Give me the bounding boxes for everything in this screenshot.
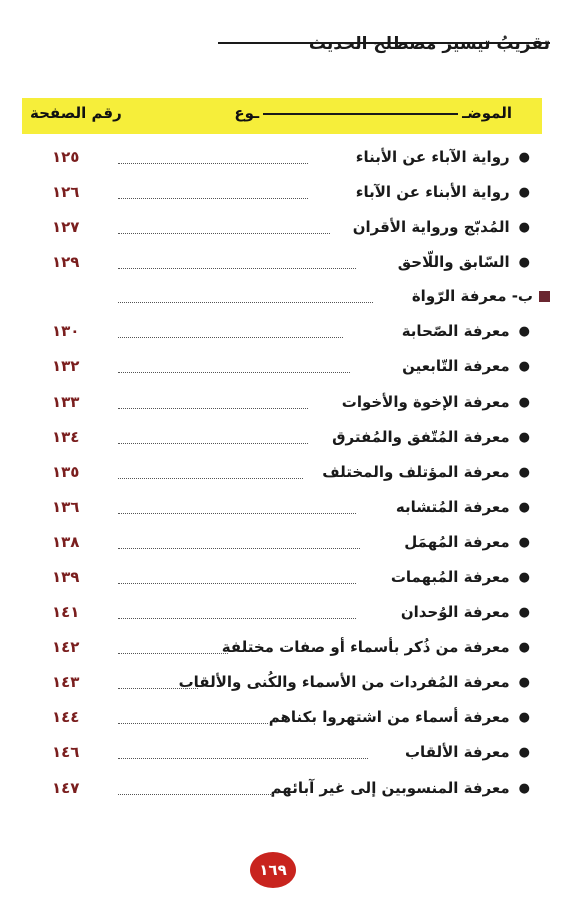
page-number: ١٤١ — [52, 603, 80, 621]
dot-leader — [118, 513, 356, 514]
toc-entry — [40, 533, 550, 559]
dot-leader — [118, 233, 330, 234]
bullet-icon: ● — [518, 604, 530, 620]
folio-page-number: ١٦٩ — [250, 852, 296, 888]
toc-entry — [40, 779, 550, 805]
toc-entry — [40, 743, 550, 769]
toc-entry — [40, 253, 550, 279]
dot-leader — [118, 758, 368, 759]
dot-leader — [118, 583, 356, 584]
entry-title: معرفة المُتشابه — [395, 498, 510, 516]
toc-entry — [40, 498, 550, 524]
dot-leader — [118, 337, 343, 338]
bullet-icon: ● — [518, 254, 530, 270]
topic-column-header — [234, 104, 512, 122]
toc-entry — [40, 393, 550, 419]
page-number: ١٣٩ — [52, 568, 80, 586]
page-number: ١٢٦ — [52, 183, 80, 201]
section-square-icon — [539, 291, 550, 302]
entry-title: معرفة المُفردات من الأسماء والكُنى والألقاب — [178, 673, 510, 691]
topic-header-end: ـوع — [234, 104, 260, 122]
entry-title: رواية الآباء عن الأبناء — [355, 148, 510, 166]
entry-title: معرفة المُبهمات — [390, 568, 510, 586]
dot-leader — [118, 688, 198, 689]
entry-title: رواية الأبناء عن الآباء — [355, 183, 510, 201]
bullet-icon: ● — [518, 744, 530, 760]
page-number: ١٣٨ — [52, 533, 80, 551]
dot-leader — [118, 408, 308, 409]
entry-title: معرفة الألقاب — [404, 743, 510, 761]
dot-leader — [118, 723, 268, 724]
dot-leader — [118, 478, 303, 479]
toc-entry — [40, 603, 550, 629]
bullet-icon: ● — [518, 429, 530, 445]
dot-leader — [118, 372, 350, 373]
toc-entry — [40, 428, 550, 454]
page-number: ١٣٥ — [52, 463, 80, 481]
bullet-icon: ● — [518, 394, 530, 410]
dot-leader — [118, 443, 308, 444]
dot-leader — [118, 198, 308, 199]
page-number: ١٢٥ — [52, 148, 80, 166]
dot-leader — [118, 163, 308, 164]
page-number: ١٤٢ — [52, 638, 80, 656]
entry-title: معرفة المؤتلف والمختلف — [322, 463, 510, 481]
bullet-icon: ● — [518, 780, 530, 796]
dot-leader — [118, 794, 273, 795]
topic-header-dash — [263, 113, 458, 115]
toc-entry — [40, 568, 550, 594]
entry-title: معرفة المنسوبين إلى غير آبائهم — [270, 779, 510, 797]
entry-title: السّابق واللّاحق — [397, 253, 510, 271]
toc-entry — [40, 218, 550, 244]
bullet-icon: ● — [518, 464, 530, 480]
page-number: ١٤٤ — [52, 708, 80, 726]
dot-leader — [118, 653, 228, 654]
entry-title: معرفة أسماء من اشتهروا بكناهم — [268, 708, 510, 726]
page-number: ١٤٧ — [52, 779, 80, 797]
bullet-icon: ● — [518, 534, 530, 550]
entry-title: معرفة المُهمَل — [404, 533, 510, 551]
toc-entry — [40, 708, 550, 734]
bullet-icon: ● — [518, 219, 530, 235]
page-number: ١٣٠ — [52, 322, 80, 340]
toc-entry — [40, 183, 550, 209]
title-rule — [218, 42, 550, 44]
entry-title: معرفة من ذُكر بأسماء أو صفات مختلفة — [221, 638, 510, 656]
entry-title: معرفة المُتّفق والمُفترق — [332, 428, 510, 446]
dot-leader — [118, 548, 360, 549]
bullet-icon: ● — [518, 149, 530, 165]
page-number: ١٢٧ — [52, 218, 80, 236]
toc-entry — [40, 148, 550, 174]
bullet-icon: ● — [518, 674, 530, 690]
page-number: ١٤٦ — [52, 743, 80, 761]
toc-entry — [40, 322, 550, 348]
page-number: ١٤٣ — [52, 673, 80, 691]
section-heading — [40, 287, 550, 313]
page-number: ١٣٦ — [52, 498, 80, 516]
bullet-icon: ● — [518, 184, 530, 200]
bullet-icon: ● — [518, 499, 530, 515]
book-title: تقريبُ تيسير مصطلح الحديث — [308, 34, 550, 54]
entry-title: معرفة الوُحدان — [400, 603, 510, 621]
section-title: ب- معرفة الرّواة — [411, 287, 533, 305]
toc-entry — [40, 638, 550, 664]
page-number: ١٢٩ — [52, 253, 80, 271]
entry-title: معرفة التّابعين — [402, 357, 510, 375]
toc-entry — [40, 673, 550, 699]
bullet-icon: ● — [518, 709, 530, 725]
page-number: ١٣٣ — [52, 393, 80, 411]
page-number: ١٣٢ — [52, 357, 80, 375]
page-column-header: رقم الصفحة — [30, 104, 122, 122]
toc-header-band — [22, 98, 542, 134]
toc-entry — [40, 463, 550, 489]
bullet-icon: ● — [518, 358, 530, 374]
entry-title: المُدبّج ورواية الأقران — [352, 218, 510, 236]
entry-title: معرفة الصّحابة — [401, 322, 510, 340]
topic-header-start: الموضـ — [462, 104, 512, 122]
bullet-icon: ● — [518, 639, 530, 655]
dot-leader — [118, 618, 356, 619]
bullet-icon: ● — [518, 569, 530, 585]
toc-entry — [40, 357, 550, 383]
dot-leader — [118, 268, 356, 269]
dot-leader — [118, 302, 373, 303]
page-number: ١٣٤ — [52, 428, 80, 446]
bullet-icon: ● — [518, 323, 530, 339]
entry-title: معرفة الإخوة والأخوات — [341, 393, 510, 411]
